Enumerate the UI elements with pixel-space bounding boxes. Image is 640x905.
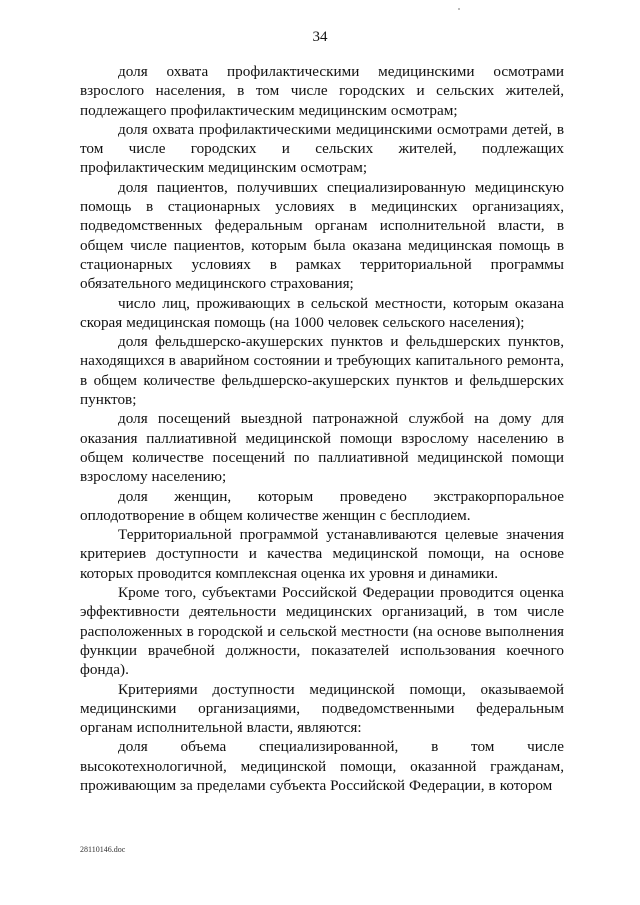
document-body [80, 62, 564, 795]
paragraph-child-checkup-coverage: доля охвата профилактическими медицинскими осмотрами детей, в том числе городских и сельских жителей, подлежащих профилактическим медицинским осмотрам; [80, 120, 564, 177]
document-file-code: 28110146.doc [80, 845, 126, 854]
page-number: 34 [312, 29, 328, 45]
paragraph-target-values: Территориальной программой устанавливаются целевые значения критериев доступности и качества медицинской помощи, на основе которых проводится комплексная оценка их уровня и динамики. [80, 526, 564, 582]
paragraph-accessibility-criteria: Критериями доступности медицинской помощи, оказываемой медицинскими организациями, подведомственными федеральным органам исполнительной власти, являются: [80, 680, 564, 737]
paragraph-rural-ambulance: число лиц, проживающих в сельской местности, которым оказана скорая медицинская помощь (на 1000 человек сельского населения); [80, 294, 564, 331]
paragraph-out-of-region-care: доля объема специализированной, в том числе высокотехнологичной, медицинской помощи, оказанной гражданам, проживающим за пределами субъекта Российской Федерации, в котором [80, 738, 564, 794]
paragraph-palliative-visits: доля посещений выездной патронажной службой на дому для оказания паллиативной медицинской помощи взрослому населению в общем количестве посещений по паллиативной медицинской помощи взрослому населению; [80, 410, 564, 486]
scan-speck [458, 8, 460, 10]
paragraph-adult-checkup-coverage: доля охвата профилактическими медицинскими осмотрами взрослого населения, в том числе городских и сельских жителей, подлежащего профилактическим медицинским осмотрам; [80, 63, 564, 119]
paragraph-efficiency-assessment: Кроме того, субъектами Российской Федерации проводится оценка эффективности деятельности медицинских организаций, в том числе расположенных в городской и сельской местности (на основе выполнения функции врачебной должности, показателей использования коечного фонда). [80, 584, 564, 679]
paragraph-feldsher-points-repair: доля фельдшерско-акушерских пунктов и фельдшерских пунктов, находящихся в аварийном состоянии и требующих капитального ремонта, в общем количестве фельдшерско-акушерских пунктов и фельдшерских пунктов; [80, 333, 564, 409]
paragraph-ivf-share: доля женщин, которым проведено экстракорпоральное оплодотворение в общем количестве женщин с бесплодием. [80, 487, 564, 524]
paragraph-specialized-care-share: доля пациентов, получивших специализированную медицинскую помощь в стационарных условиях в медицинских организациях, подведомственных федеральным органам исполнительной власти, в общем числе пациентов, которым была оказана медицинская помощь в стационарных условиях в рамках территориальной программы обязательного медицинского страхования; [80, 178, 564, 293]
